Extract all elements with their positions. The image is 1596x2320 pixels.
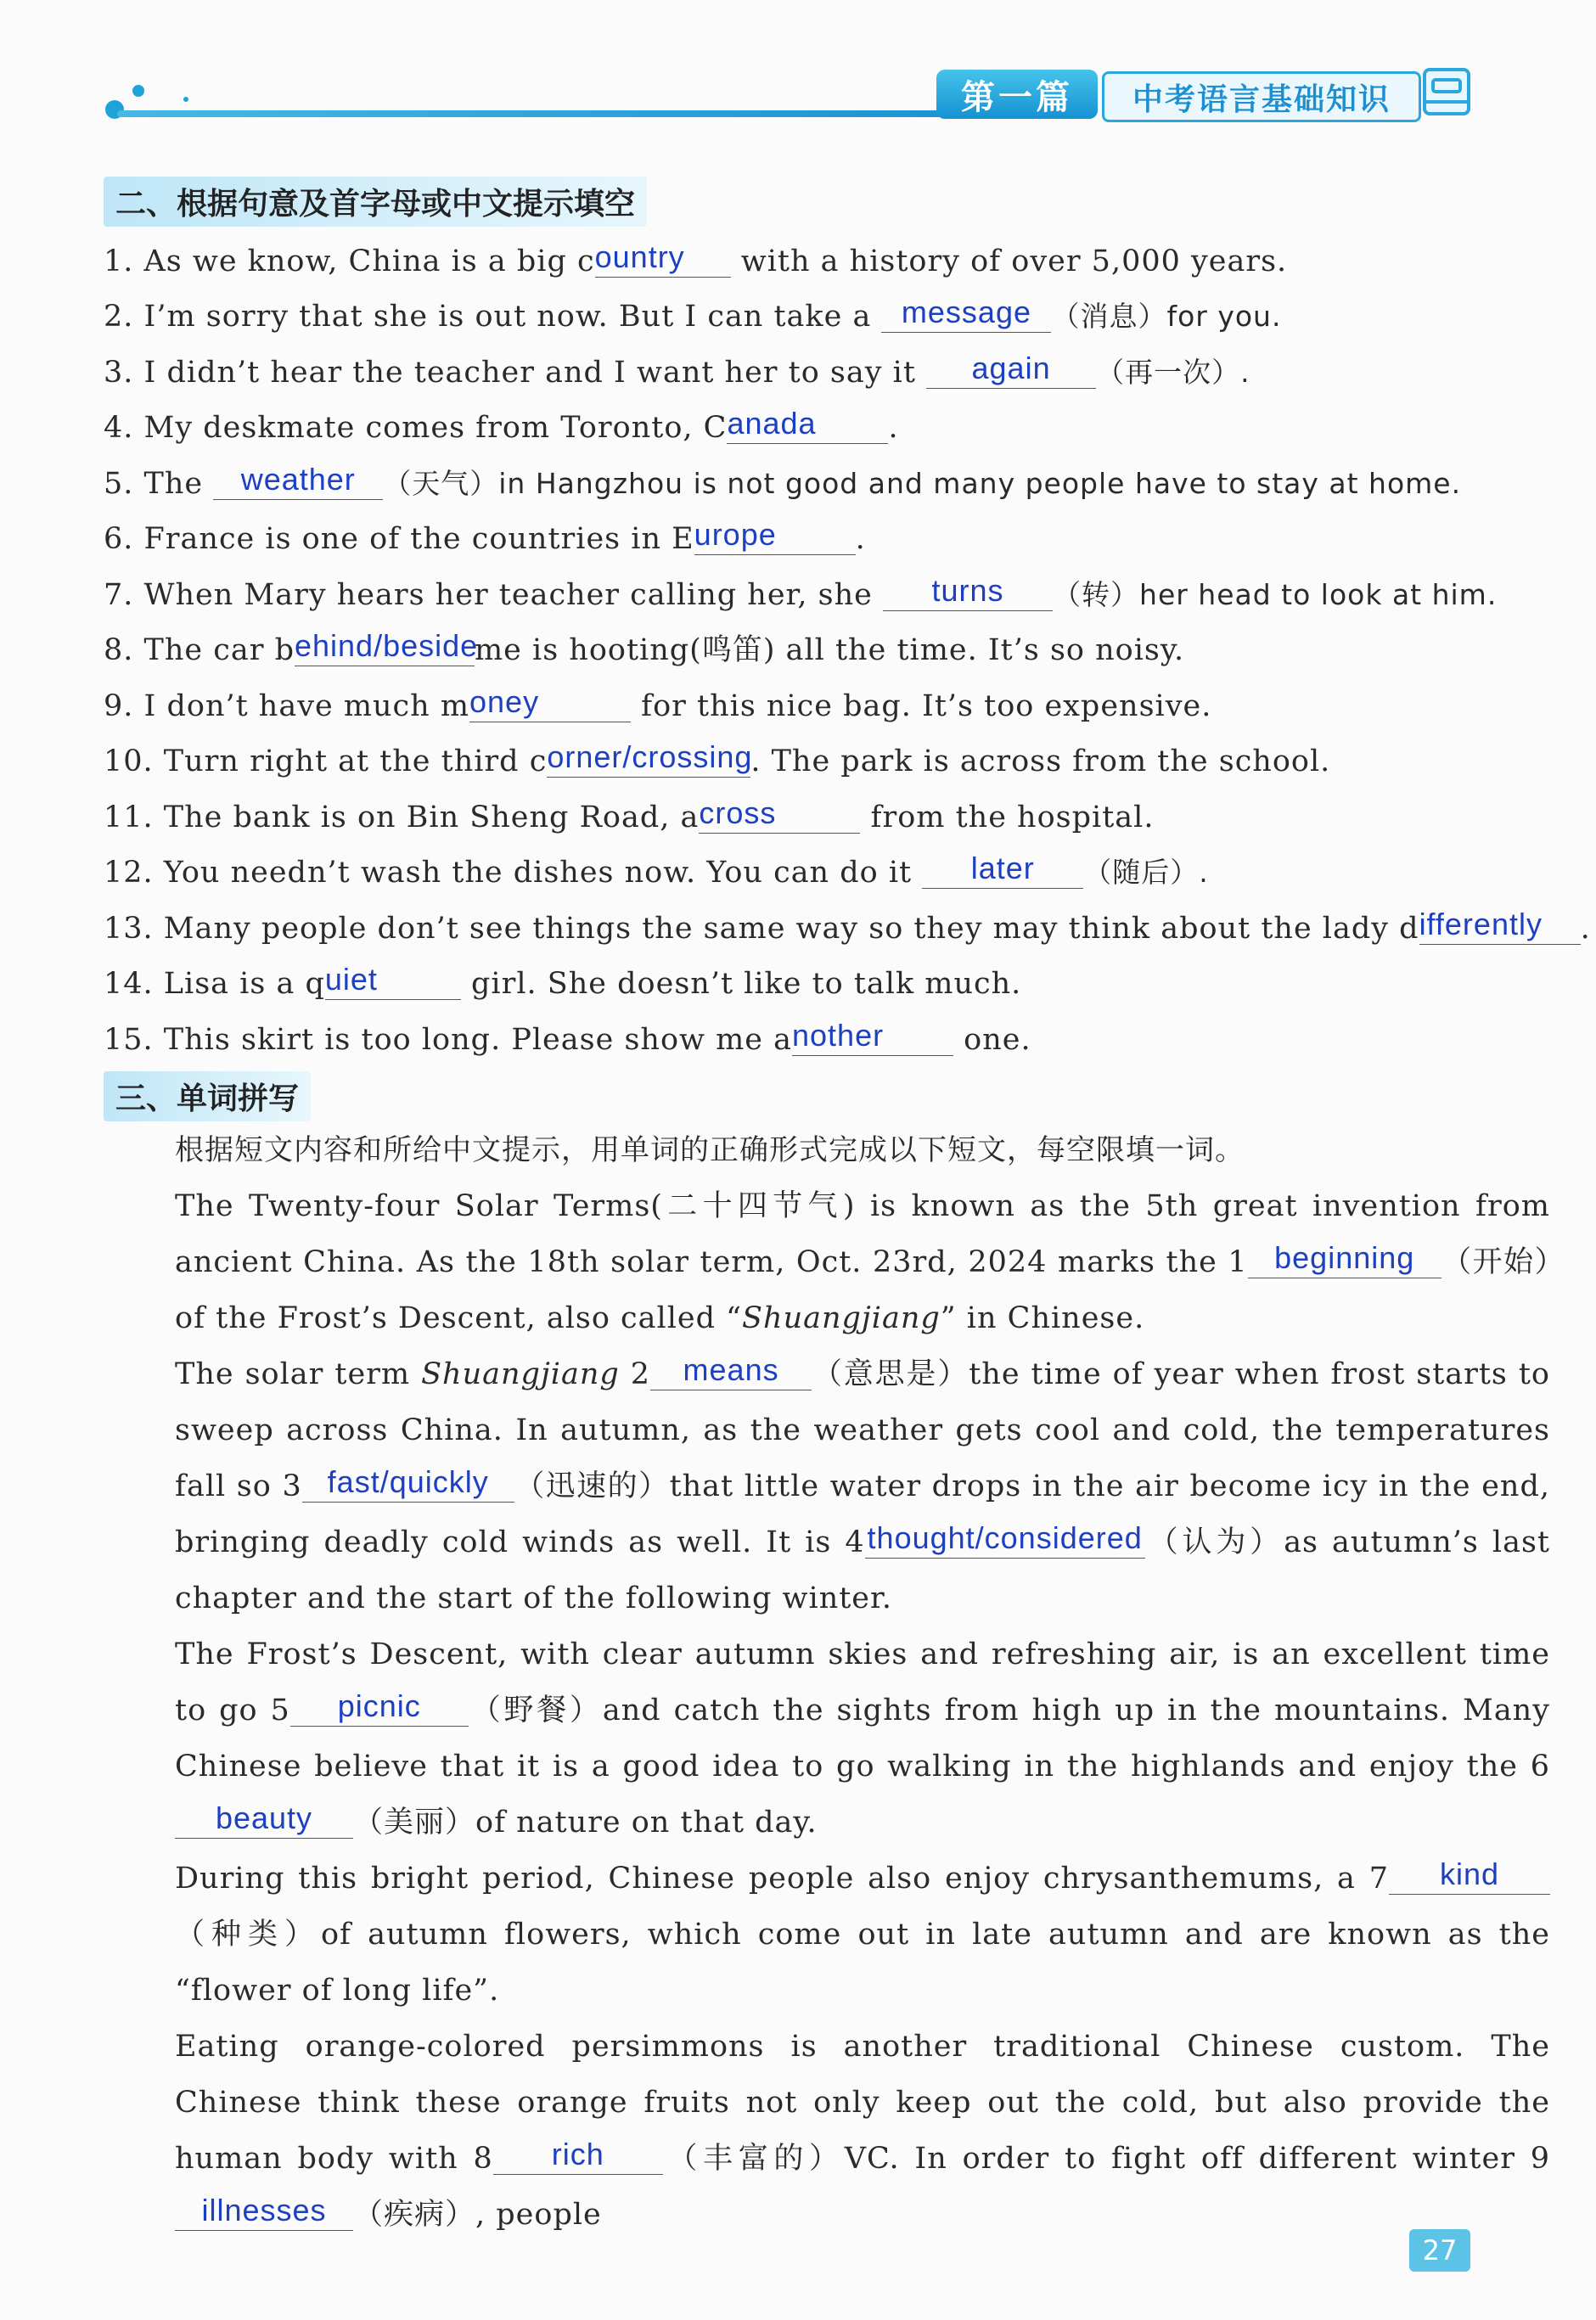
answer-4[interactable]: anada <box>727 404 888 444</box>
question-9: 9. I don’t have much money for this nice bag. It’s too expensive. <box>104 684 1212 723</box>
page-number: 27 <box>1409 2229 1470 2272</box>
blank-2[interactable]: means <box>650 1351 812 1390</box>
passage-paragraph-2: The solar term Shuangjiang 2 means （意思是）the time of year when frost starts to sweep across China. In autumn, as the weather gets cool and cold, the temperatures fall so 3 fast/quickly （迅速的）that little water drops in the air become icy in the end, bringing deadly cold winds as well. It is 4thought/considered（认为）as autumn’s last chapter and the start of the following winter. <box>175 1352 1551 1615</box>
question-8: 8. The car behind/besideme is hooting(鸣笛) all the time. It’s so noisy. <box>104 628 1185 667</box>
header-rule <box>117 110 1034 117</box>
blank-1[interactable]: beginning <box>1248 1239 1441 1278</box>
question-13: 13. Many people don’t see things the same way so they may think about the lady differently . <box>104 907 1591 946</box>
dot-icon <box>132 85 144 97</box>
question-4: 4. My deskmate comes from Toronto, Canada . <box>104 406 899 445</box>
question-6: 6. France is one of the countries in Europe . <box>104 517 866 556</box>
answer-2[interactable]: message <box>881 293 1051 333</box>
section-3-instruction: 根据短文内容和所给中文提示，用单词的正确形式完成以下短文，每空限填一词。 <box>175 1133 1245 1167</box>
answer-11[interactable]: cross <box>699 794 860 834</box>
book-icon <box>1421 63 1472 117</box>
blank-8[interactable]: rich <box>493 2135 663 2175</box>
answer-12[interactable]: later <box>922 849 1083 889</box>
blank-5[interactable]: picnic <box>290 1687 469 1727</box>
answer-14[interactable]: uiet <box>325 960 461 1000</box>
blank-4[interactable]: thought/considered <box>865 1519 1145 1559</box>
answer-7[interactable]: turns <box>883 571 1053 611</box>
question-15: 15. This skirt is too long. Please show me another one. <box>104 1018 1031 1057</box>
answer-3[interactable]: again <box>926 349 1096 389</box>
passage-paragraph-3: The Frost’s Descent, with clear autumn skies and refreshing air, is an excellent time to go 5 picnic （野餐）and catch the sights from high up in the mountains. Many Chinese believe that it is a good idea to go walking in the highlands and enjoy the 6beauty （美丽）of nature on that day. <box>175 1637 1551 1840</box>
section-2-title: 二、根据句意及首字母或中文提示填空 <box>104 177 647 227</box>
answer-9[interactable]: oney <box>469 683 631 722</box>
passage-paragraph-4: During this bright period, Chinese people also enjoy chrysanthemums, a 7 kind（种类）of autumn flowers, which come out in late autumn and are known as the “flower of long life”. <box>175 1857 1550 2008</box>
answer-6[interactable]: urope <box>694 515 856 555</box>
section-3-title: 三、单词拼写 <box>104 1071 311 1121</box>
question-3: 3. I didn’t hear the teacher and I want her to say it again （再一次）. <box>104 351 1250 390</box>
answer-13[interactable]: ifferently <box>1419 905 1581 945</box>
answer-10[interactable]: orner/crossing <box>547 738 750 778</box>
blank-3[interactable]: fast/quickly <box>302 1463 514 1503</box>
question-10: 10. Turn right at the third corner/crossing. The park is across from the school. <box>104 739 1331 778</box>
answer-5[interactable]: weather <box>213 460 383 500</box>
passage-paragraph-5: Eating orange-colored persimmons is another traditional Chinese custom. The Chinese think these orange fruits not only keep out the cold, but also provide the human body with 8 rich （丰富的）VC. In order to fight off different winter 9illnesses （疾病）, people <box>175 2030 1550 2232</box>
part-title: 中考语言基础知识 <box>1102 71 1421 122</box>
question-12: 12. You needn’t wash the dishes now. You can do it later （随后）. <box>104 851 1209 890</box>
answer-8[interactable]: ehind/beside <box>295 626 475 666</box>
blank-6[interactable]: beauty <box>175 1799 353 1839</box>
question-7: 7. When Mary hears her teacher calling her, she turns （转）her head to look at him. <box>104 573 1498 612</box>
dot-icon <box>183 97 188 102</box>
page-header <box>100 59 1477 127</box>
question-2: 2. I’m sorry that she is out now. But I can take a message （消息）for you. <box>104 295 1282 334</box>
passage-paragraph-1: The Twenty-four Solar Terms(二十四节气) is known as the 5th great invention from ancient China. As the 18th solar term, Oct. 23rd, 2024 marks the 1 beginning （开始）of the Frost’s Descent, also called “Shuangjiang” in Chinese. <box>175 1189 1550 1335</box>
question-5: 5. The weather （天气）in Hangzhou is not good and many people have to stay at home. <box>104 462 1462 501</box>
question-14: 14. Lisa is a quiet girl. She doesn’t like to talk much. <box>104 962 1022 1001</box>
blank-7[interactable]: kind <box>1389 1855 1550 1895</box>
answer-15[interactable]: nother <box>792 1016 953 1056</box>
answer-1[interactable]: ountry <box>595 238 731 278</box>
part-label: 第一篇 <box>936 70 1098 119</box>
blank-9[interactable]: illnesses <box>175 2191 353 2231</box>
question-11: 11. The bank is on Bin Sheng Road, across from the hospital. <box>104 795 1155 834</box>
question-1: 1. As we know, China is a big country with a history of over 5,000 years. <box>104 239 1288 278</box>
